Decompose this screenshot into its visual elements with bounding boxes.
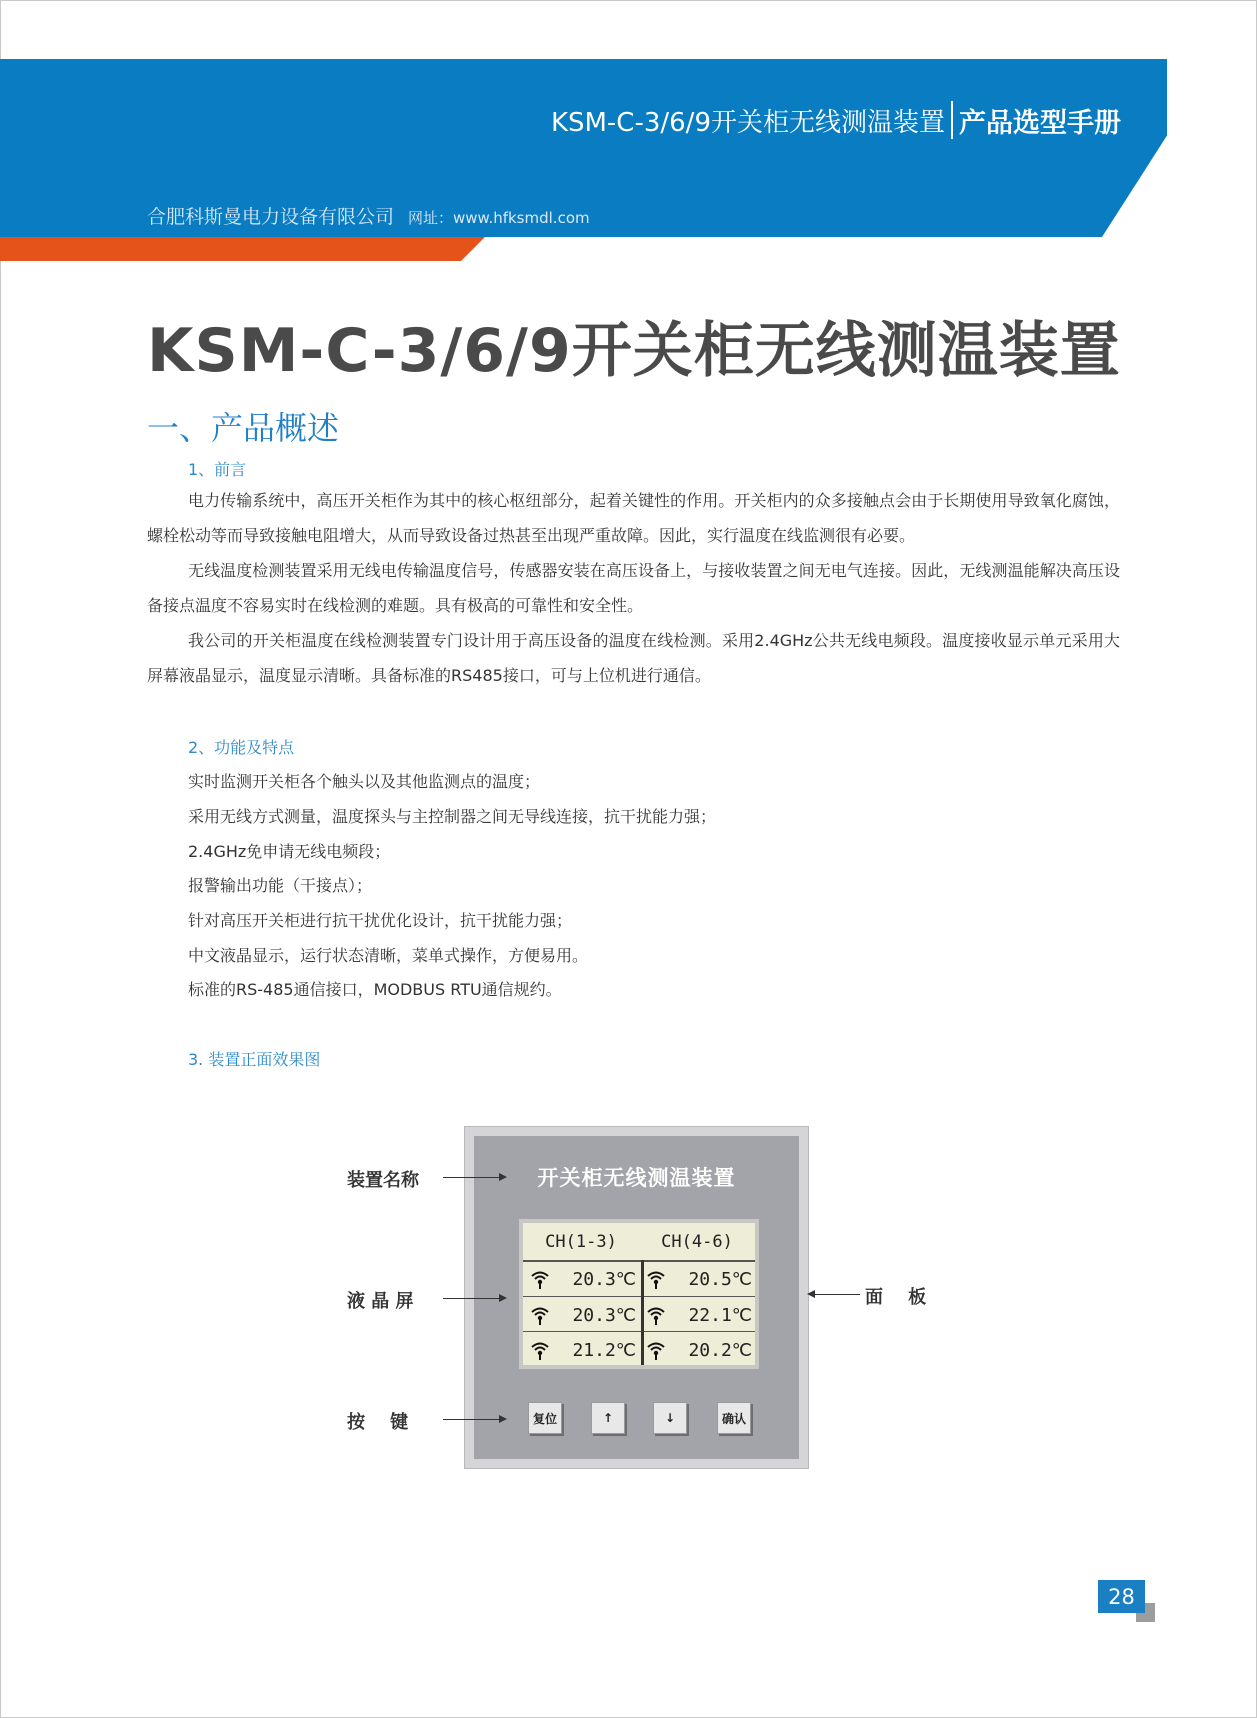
feature-item: 2.4GHz免申请无线电频段；	[188, 842, 391, 861]
lcd-reading-cell	[523, 1297, 639, 1333]
feature-item: 实时监测开关柜各个触头以及其他监测点的温度；	[188, 772, 541, 791]
temperature-value: 20.3℃	[572, 1304, 636, 1326]
lcd-reading-cell	[639, 1297, 755, 1333]
header-separator	[951, 101, 953, 139]
lcd-channel-header: CH(1-3)	[545, 1232, 617, 1252]
header-company-line	[147, 202, 590, 229]
temperature-value: 20.3℃	[572, 1268, 636, 1290]
callout-arrow	[813, 1294, 860, 1295]
wireless-signal-icon	[645, 1304, 667, 1326]
wireless-signal-icon	[645, 1339, 667, 1361]
confirm-key[interactable]: 确认	[717, 1402, 751, 1434]
lcd-data-row	[523, 1297, 755, 1333]
feature-item: 标准的RS-485通信接口，MODBUS RTU通信规约。	[188, 980, 562, 999]
preface-paragraph: 电力传输系统中，高压开关柜作为其中的核心枢纽部分，起着关键性的作用。开关柜内的众多接触点会由于长期使用导致氧化腐蚀，螺栓松动等而导致接触电阻增大，从而导致设备过热甚至出现严重故障。因此，实行温度在线监测很有必要。	[147, 491, 1120, 545]
wireless-signal-icon	[529, 1268, 551, 1290]
label-panel: 面 板	[865, 1287, 927, 1308]
company-website: 网址：www.hfksmdl.com	[408, 209, 590, 227]
arrow-right-icon	[499, 1173, 507, 1181]
lcd-data-row	[523, 1332, 755, 1368]
lcd-reading-cell	[523, 1261, 639, 1297]
temperature-value: 20.2℃	[688, 1339, 752, 1361]
header-manual-name: 产品选型手册	[959, 107, 1121, 139]
section-title-overview: 一、产品概述	[147, 409, 340, 447]
up-key[interactable]: ↑	[591, 1402, 625, 1434]
callout-arrow	[443, 1298, 501, 1299]
down-key[interactable]: ↓	[653, 1402, 687, 1434]
label-keys: 按 键	[347, 1412, 409, 1433]
header-title	[551, 98, 1121, 142]
page-number: 28	[1098, 1580, 1145, 1613]
feature-item: 报警输出功能（干接点）；	[188, 876, 373, 895]
temperature-value: 21.2℃	[572, 1339, 636, 1361]
reset-key[interactable]: 复位	[528, 1402, 562, 1434]
header-product-name: KSM-C-3/6/9开关柜无线测温装置	[550, 107, 945, 138]
callout-arrow	[443, 1177, 501, 1178]
temperature-value: 20.5℃	[688, 1268, 752, 1290]
lcd-data-row	[523, 1261, 755, 1297]
lcd-header-row	[523, 1224, 755, 1260]
feature-item: 针对高压开关柜进行抗干扰优化设计，抗干扰能力强；	[188, 911, 573, 930]
callout-arrow	[443, 1419, 501, 1420]
subsection-title-preface: 1、前言	[188, 460, 247, 479]
wireless-signal-icon	[529, 1304, 551, 1326]
device-name: 开关柜无线测温装置	[537, 1166, 736, 1190]
label-device-name: 装置名称	[347, 1170, 419, 1191]
arrow-right-icon	[499, 1415, 507, 1423]
lcd-reading-cell	[639, 1261, 755, 1297]
subsection-title-features: 2、功能及特点	[188, 738, 295, 757]
label-lcd: 液 晶 屏	[347, 1291, 414, 1312]
header-accent-stripe	[0, 237, 485, 261]
feature-item: 中文液晶显示，运行状态清晰，菜单式操作，方便易用。	[188, 946, 589, 965]
company-name: 合肥科斯曼电力设备有限公司	[147, 206, 395, 228]
wireless-signal-icon	[529, 1339, 551, 1361]
page-title: KSM-C-3/6/9开关柜无线测温装置	[147, 316, 1121, 386]
lcd-channel-header: CH(4-6)	[661, 1232, 733, 1252]
wireless-signal-icon	[645, 1268, 667, 1290]
lcd-reading-cell	[639, 1332, 755, 1368]
lcd-reading-cell	[523, 1332, 639, 1368]
subsection-title-front-view: 3. 装置正面效果图	[188, 1050, 321, 1069]
arrow-right-icon	[499, 1294, 507, 1302]
temperature-value: 22.1℃	[688, 1304, 752, 1326]
preface-paragraph: 我公司的开关柜温度在线检测装置专门设计用于高压设备的温度在线检测。采用2.4GHz公共无线电频段。温度接收显示单元采用大屏幕液晶显示，温度显示清晰。具备标准的RS485接口，可与上位机进行通信。	[147, 631, 1120, 685]
preface-paragraph: 无线温度检测装置采用无线电传输温度信号，传感器安装在高压设备上，与接收装置之间无电气连接。因此，无线测温能解决高压设备接点温度不容易实时在线检测的难题。具有极高的可靠性和安全性。	[147, 561, 1120, 615]
feature-item: 采用无线方式测量，温度探头与主控制器之间无导线连接，抗干扰能力强；	[188, 807, 717, 826]
